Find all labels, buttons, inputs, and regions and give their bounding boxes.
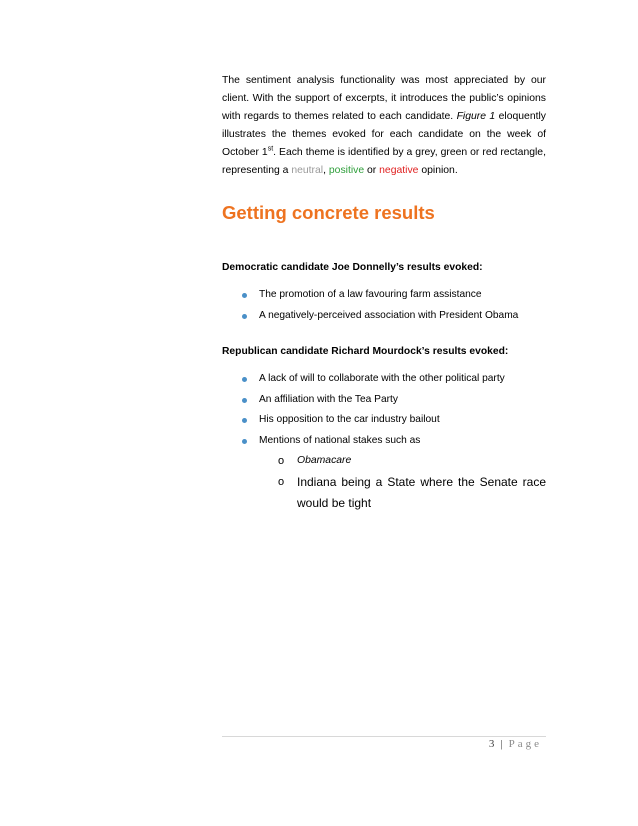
intro-paragraph xyxy=(222,72,546,179)
intro-text: . Each theme is identified by a grey, green or red rectangle, representing a xyxy=(222,146,546,176)
footer-separator: | xyxy=(500,738,503,750)
bullet-icon xyxy=(242,398,247,403)
intro-text: , xyxy=(323,164,329,176)
republican-subheading: Republican candidate Richard Mourdock’s results evoked: xyxy=(222,346,509,357)
negative-label: negative xyxy=(379,164,419,176)
sub-list-item: o Indiana being a State where the Senate race would be tight xyxy=(278,463,546,514)
page-footer xyxy=(489,738,542,750)
neutral-label: neutral xyxy=(291,164,324,176)
bullet-icon xyxy=(242,314,247,319)
list-item: A negatively-perceived association with President Obama xyxy=(242,306,518,327)
bullet-icon xyxy=(242,418,247,423)
list-item: An affiliation with the Tea Party xyxy=(242,390,505,411)
circle-bullet-icon: o xyxy=(278,455,285,467)
ordinal-suffix: st xyxy=(267,145,274,153)
sub-list-item: o Obamacare xyxy=(278,451,546,471)
democratic-list xyxy=(242,285,518,326)
intro-text: or xyxy=(364,164,380,176)
bullet-icon xyxy=(242,377,247,382)
intro-text: The sentiment analysis functionality was most appreciated by our client. With the support of excerpts, it introduces the public’s opinions with regards to themes related to each candidate. xyxy=(222,75,546,122)
circle-bullet-icon: o xyxy=(278,476,285,488)
intro-block xyxy=(222,72,546,179)
intro-text: eloquently illustrates the themes evoked for each candidate on the week of October 1 xyxy=(222,110,546,158)
footer-divider xyxy=(222,736,546,737)
list-item: Mentions of national stakes such as xyxy=(242,431,505,452)
bullet-icon xyxy=(242,439,247,444)
republican-list xyxy=(242,369,505,451)
section-heading: Getting concrete results xyxy=(222,202,435,223)
page-label: Page xyxy=(508,738,542,750)
positive-label: positive xyxy=(328,164,365,176)
democratic-subheading: Democratic candidate Joe Donnelly’s results evoked: xyxy=(222,262,483,273)
intro-text: opinion. xyxy=(418,164,458,176)
figure-reference: Figure 1 xyxy=(456,110,496,122)
list-item: His opposition to the car industry bailout xyxy=(242,410,505,431)
page-number: 3 xyxy=(488,738,495,750)
list-item: A lack of will to collaborate with the other political party xyxy=(242,369,505,390)
bullet-icon xyxy=(242,293,247,298)
list-item: The promotion of a law favouring farm assistance xyxy=(242,285,518,306)
